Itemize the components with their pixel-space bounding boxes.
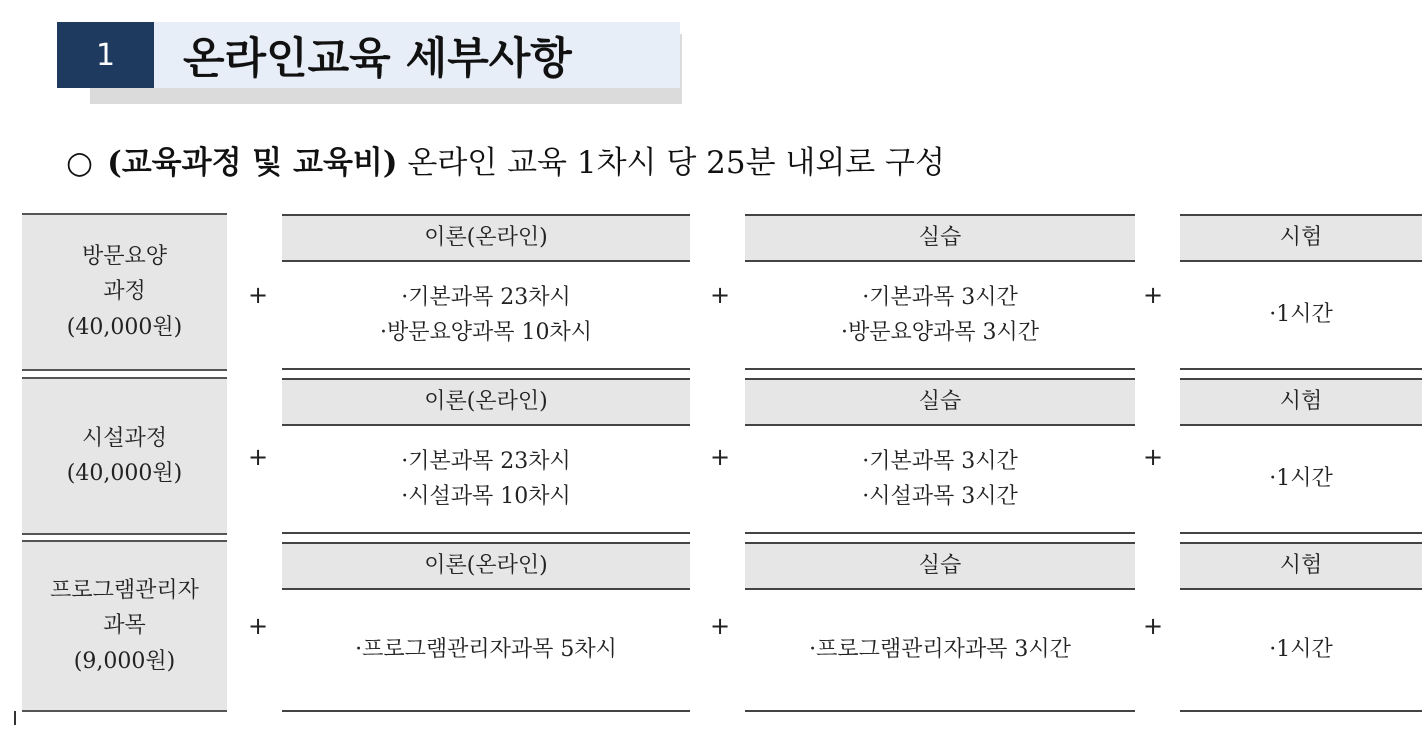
exam-item: ·1시간 — [1269, 637, 1333, 663]
practice-body — [745, 590, 1135, 712]
practice-header: 실습 — [745, 378, 1135, 426]
course-name-line: 방문요양 — [81, 244, 167, 270]
exam-header: 시험 — [1180, 378, 1422, 426]
theory-item: ·방문요양과목 10차시 — [380, 320, 592, 345]
course-fee: (40,000원) — [66, 461, 183, 486]
plus-sign: + — [1143, 612, 1164, 640]
plus-sign: + — [248, 612, 269, 640]
theory-item: ·기본과목 23차시 — [401, 284, 571, 310]
theory-header: 이론(온라인) — [282, 542, 690, 590]
intro-text: 온라인 교육 1차시 당 25분 내외로 구성 — [397, 145, 945, 181]
theory-item: ·프로그램관리자과목 5차시 — [355, 637, 617, 663]
theory-header: 이론(온라인) — [282, 214, 690, 262]
practice-body — [745, 262, 1135, 370]
section-number: 1 — [57, 22, 154, 88]
course-name-line: 과목 — [103, 613, 146, 639]
practice-item: ·방문요양과목 3시간 — [841, 320, 1039, 345]
plus-sign: + — [1143, 443, 1164, 471]
course-name-line: 프로그램관리자 — [50, 578, 199, 604]
theory-item: ·시설과목 10차시 — [401, 484, 571, 509]
course-fee: (40,000원) — [66, 314, 183, 340]
plus-sign: + — [1143, 281, 1164, 309]
practice-item: ·기본과목 3시간 — [862, 284, 1018, 310]
theory-header: 이론(온라인) — [282, 378, 690, 426]
theory-body — [282, 426, 690, 534]
exam-item: ·1시간 — [1269, 466, 1333, 492]
practice-item: ·시설과목 3시간 — [862, 484, 1018, 509]
theory-item: ·기본과목 23차시 — [401, 448, 571, 474]
plus-sign: + — [248, 443, 269, 471]
margin-marker — [14, 711, 16, 725]
exam-header: 시험 — [1180, 214, 1422, 262]
course-name-cell — [22, 540, 227, 712]
exam-body — [1180, 426, 1422, 534]
intro-keyword: (교육과정 및 교육비) — [107, 145, 398, 181]
exam-header: 시험 — [1180, 542, 1422, 590]
plus-sign: + — [710, 281, 731, 309]
practice-body — [745, 426, 1135, 534]
theory-body — [282, 262, 690, 370]
practice-item: ·프로그램관리자과목 3시간 — [809, 637, 1071, 663]
course-name-cell — [22, 213, 227, 371]
intro-line — [66, 137, 945, 182]
course-name-line: 과정 — [103, 279, 146, 305]
plus-sign: + — [248, 281, 269, 309]
course-name-cell — [22, 377, 227, 535]
theory-body — [282, 590, 690, 712]
exam-body — [1180, 262, 1422, 370]
practice-item: ·기본과목 3시간 — [862, 448, 1018, 474]
circle-bullet-icon: ○ — [66, 145, 94, 181]
plus-sign: + — [710, 612, 731, 640]
exam-item: ·1시간 — [1269, 302, 1333, 328]
practice-header: 실습 — [745, 214, 1135, 262]
section-title: 온라인교육 세부사항 — [183, 33, 572, 84]
course-fee: (9,000원) — [73, 648, 176, 674]
course-name-line: 시설과정 — [81, 425, 167, 451]
plus-sign: + — [710, 443, 731, 471]
exam-body — [1180, 590, 1422, 712]
practice-header: 실습 — [745, 542, 1135, 590]
